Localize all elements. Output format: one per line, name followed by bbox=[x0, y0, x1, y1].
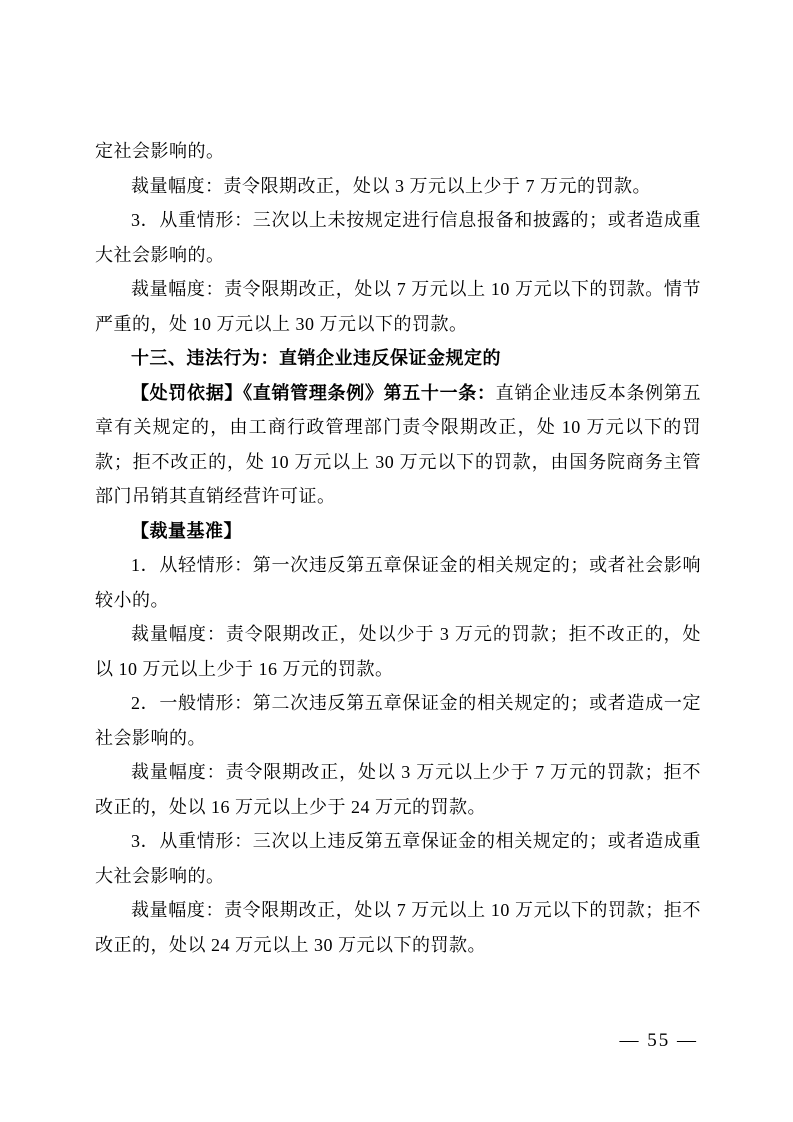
paragraph-text: 定社会影响的。 bbox=[95, 141, 225, 161]
paragraph-bold-lead: 【处罚依据】《直销管理条例》第五十一条： bbox=[131, 382, 496, 403]
paragraph bbox=[95, 548, 701, 617]
document-body bbox=[95, 134, 701, 962]
paragraph bbox=[95, 686, 701, 755]
subsection-heading-text: 【裁量基准】 bbox=[131, 520, 242, 541]
paragraph-text: 3．从重情形：三次以上违反第五章保证金的相关规定的；或者造成重大社会影响的。 bbox=[95, 831, 701, 886]
paragraph bbox=[95, 169, 701, 204]
paragraph bbox=[95, 272, 701, 341]
paragraph bbox=[95, 617, 701, 686]
section-heading bbox=[95, 341, 701, 376]
paragraph-text: 3．从重情形：三次以上未按规定进行信息报备和披露的；或者造成重大社会影响的。 bbox=[95, 210, 701, 265]
paragraph-text: 裁量幅度：责令限期改正，处以 7 万元以上 10 万元以下的罚款；拒不改正的，处以 24 万元以上 30 万元以下的罚款。 bbox=[95, 900, 701, 955]
section-heading-text: 十三、违法行为：直销企业违反保证金规定的 bbox=[131, 348, 501, 368]
page-number: — 55 — bbox=[619, 1030, 698, 1051]
paragraph bbox=[95, 376, 701, 514]
paragraph-text: 2．一般情形：第二次违反第五章保证金的相关规定的；或者造成一定社会影响的。 bbox=[95, 693, 701, 748]
paragraph bbox=[95, 755, 701, 824]
paragraph-text: 裁量幅度：责令限期改正，处以 3 万元以上少于 7 万元的罚款；拒不改正的，处以 16 万元以上少于 24 万元的罚款。 bbox=[95, 762, 701, 817]
paragraph-continuation bbox=[95, 134, 701, 169]
subsection-heading bbox=[95, 514, 701, 549]
paragraph-text: 裁量幅度：责令限期改正，处以少于 3 万元的罚款；拒不改正的，处以 10 万元以上少于 16 万元的罚款。 bbox=[95, 624, 701, 679]
paragraph-text: 裁量幅度：责令限期改正，处以 3 万元以上少于 7 万元的罚款。 bbox=[131, 175, 651, 196]
paragraph bbox=[95, 203, 701, 272]
paragraph-text: 裁量幅度：责令限期改正，处以 7 万元以上 10 万元以下的罚款。情节严重的，处 10 万元以上 30 万元以下的罚款。 bbox=[95, 279, 701, 334]
paragraph-text: 1．从轻情形：第一次违反第五章保证金的相关规定的；或者社会影响较小的。 bbox=[95, 555, 701, 610]
paragraph bbox=[95, 893, 701, 962]
paragraph bbox=[95, 824, 701, 893]
paragraph-text: 直销企业违反本条例第五章有关规定的，由工商行政管理部门责令限期改正，处 10 万元以下的罚款；拒不改正的，处 10 万元以上 30 万元以下的罚款，由国务院商务主管部门吊销其直销经营许可证。 bbox=[95, 382, 702, 506]
